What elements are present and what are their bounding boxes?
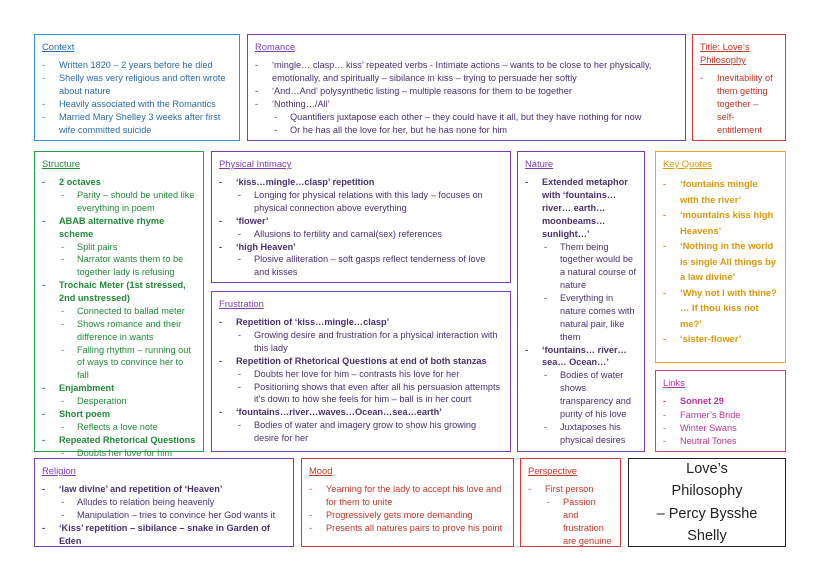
bullet-item: - Positioning shows that even after all his persuasion attempts it’s down to how she feels for him – ball is in her court: [219, 381, 503, 407]
bullet-item: - ‘law divine’ and repetition of ‘Heaven’: [42, 483, 286, 496]
nature-box: [517, 151, 645, 452]
romance-list: [255, 59, 678, 136]
bullet-item: - Repetition of ‘kiss…mingle…clasp’: [219, 316, 503, 329]
bullet-item: - ‘Why not I with thine? … If thou kiss not me?’: [663, 285, 778, 332]
bullet-item: - Sonnet 29: [663, 395, 778, 408]
bullet-item: - Split pairs: [42, 241, 196, 254]
mood-list: [309, 483, 506, 535]
romance-title: Romance: [255, 41, 296, 52]
bullet-item: - Reflects a love note: [42, 421, 196, 434]
perspective-title: Perspective: [528, 465, 577, 476]
bullet-item: - Enjambment: [42, 382, 196, 395]
bullet-item: - Falling rhythm – running out of ways to convince her to fall: [42, 344, 196, 383]
bullet-item: - Narrator wants them to be together lady is refusing: [42, 253, 196, 279]
bullet-item: - ‘fountains…river…waves…Ocean…sea…earth’: [219, 406, 503, 419]
bullet-item: - Connected to ballad meter: [42, 305, 196, 318]
bullet-item: - ABAB alternative rhyme scheme: [42, 215, 196, 241]
bullet-item: - ‘high Heaven’: [219, 241, 503, 254]
physical-box: [211, 151, 511, 283]
title-box-list: [700, 72, 778, 136]
bullet-item: - Yearning for the lady to accept his love and for them to unite: [309, 483, 506, 509]
religion-title: Religion: [42, 465, 76, 476]
bullet-item: - Them being together would be a natural course of nature: [525, 241, 637, 293]
bullet-item: - Winter Swans: [663, 422, 778, 435]
bullet-item: - ‘fountains mingle with the river’: [663, 176, 778, 207]
poem-title: [636, 458, 778, 548]
bullet-item: - Alludes to relation being heavenly: [42, 496, 286, 509]
romance-box: [247, 34, 686, 141]
perspective-box: [520, 458, 621, 547]
frustration-box: [211, 291, 511, 452]
bullet-item: - ‘mingle… clasp… kiss’ repeated verbs - Intimate actions – wants to be close to her physically, emotionally, and spiritually – sibilance in kiss – trying to persuade her softly: [255, 59, 678, 85]
poem-title-box: [628, 458, 786, 547]
perspective-list: [528, 483, 613, 547]
bullet-item: - Farmer’s Bride: [663, 409, 778, 422]
links-list: [663, 395, 778, 448]
bullet-item: - Manipulation – tries to convince her God wants it: [42, 509, 286, 522]
key-quotes-title: Key Quotes: [663, 158, 712, 169]
bullet-item: - Or he has all the love for her, but he has none for him: [255, 124, 678, 137]
frustration-title: Frustration: [219, 298, 264, 309]
structure-box: [34, 151, 204, 458]
key-quotes-box: [655, 151, 786, 363]
bullet-item: - Short poem: [42, 408, 196, 421]
bullet-item: - ‘flower’: [219, 215, 503, 228]
bullet-item: - Trochaic Meter (1st stressed, 2nd unstressed): [42, 279, 196, 305]
poem-title-line-1: Love’s: [686, 460, 728, 477]
bullet-item: - First person: [528, 483, 613, 496]
bullet-item: - ‘kiss…mingle…clasp’ repetition: [219, 176, 503, 189]
bullet-item: - Repeated Rhetorical Questions: [42, 434, 196, 447]
religion-box: [34, 458, 294, 547]
frustration-list: [219, 316, 503, 445]
bullet-item: - Bodies of water and imagery grow to show his growing desire for her: [219, 419, 503, 445]
bullet-item: - Growing desire and frustration for a physical interaction with this lady: [219, 329, 503, 355]
bullet-item: - ‘Nothing in the world is single All things by a law divine’: [663, 238, 778, 285]
religion-list: [42, 483, 286, 547]
bullet-item: - Parity – should be united like everything in poem: [42, 189, 196, 215]
bullet-item: - Quantifiers juxtapose each other – they could have it all, but they have nothing for now: [255, 111, 678, 124]
bullet-item: - Allusions to fertility and carnal(sex) references: [219, 228, 503, 241]
bullet-item: - Longing for physical relations with this lady – focuses on physical connection above everything: [219, 189, 503, 215]
bullet-item: - Neutral Tones: [663, 435, 778, 448]
bullet-item: - Juxtaposes his physical desires: [525, 421, 637, 447]
bullet-item: - Plosive alliteration – soft gasps reflect tenderness of love and kisses: [219, 253, 503, 279]
bullet-item: - ‘mountains kiss high Heavens’: [663, 207, 778, 238]
bullet-item: - 2 octaves: [42, 176, 196, 189]
bullet-item: - ‘And…And’ polysynthetic listing – multiple reasons for them to be together: [255, 85, 678, 98]
structure-list: [42, 176, 196, 459]
bullet-item: - Passion and frustration are genuine: [528, 496, 613, 548]
physical-list: [219, 176, 503, 279]
bullet-item: - Doubts her love for him – contrasts his love for her: [219, 368, 503, 381]
physical-title: Physical Intimacy: [219, 158, 292, 169]
bullet-item: - Doubts her love for him: [42, 447, 196, 460]
title-box: [692, 34, 786, 141]
bullet-item: - ‘Nothing…/All’: [255, 98, 678, 111]
bullet-item: - Repetition of Rhetorical Questions at end of both stanzas: [219, 355, 503, 368]
bullet-item: - Shows romance and their difference in wants: [42, 318, 196, 344]
bullet-item: - Married Mary Shelley 3 weeks after first wife committed suicide: [42, 111, 232, 137]
links-title: Links: [663, 377, 685, 388]
bullet-item: - Desperation: [42, 395, 196, 408]
bullet-item: - Shelly was very religious and often wrote about nature: [42, 72, 232, 98]
bullet-item: - Everything in nature comes with natural pair, like them: [525, 292, 637, 344]
context-list: [42, 59, 232, 136]
bullet-item: - Inevitability of them getting together – self-entitlement: [700, 72, 778, 136]
bullet-item: - Presents all natures pairs to prove his point: [309, 522, 506, 535]
context-box: [34, 34, 240, 141]
nature-title: Nature: [525, 158, 554, 169]
bullet-item: - Progressively gets more demanding: [309, 509, 506, 522]
links-box: [655, 370, 786, 452]
bullet-item: - ‘sister-flower’: [663, 331, 778, 347]
structure-title: Structure: [42, 158, 81, 169]
nature-list: [525, 176, 637, 446]
bullet-item: - Written 1820 – 2 years before he died: [42, 59, 232, 72]
bullet-item: - Extended metaphor with ‘fountains… river… earth… moonbeams… sunlight…’: [525, 176, 637, 240]
poem-title-author: – Percy Bysshe Shelly: [656, 505, 758, 544]
context-title: Context: [42, 41, 75, 52]
title-box-title: Title: Love’s Philosophy: [700, 41, 750, 66]
bullet-item: - ‘fountains… river… sea… Ocean…’: [525, 344, 637, 370]
mood-box: [301, 458, 514, 547]
mood-title: Mood: [309, 465, 333, 476]
poem-title-line-2: Philosophy: [671, 483, 743, 500]
bullet-item: - Bodies of water shows transparency and purity of his love: [525, 369, 637, 421]
bullet-item: - Heavily associated with the Romantics: [42, 98, 232, 111]
key-quotes-list: [663, 176, 778, 347]
bullet-item: - ‘Kiss’ repetition – sibilance – snake in Garden of Eden: [42, 522, 286, 548]
